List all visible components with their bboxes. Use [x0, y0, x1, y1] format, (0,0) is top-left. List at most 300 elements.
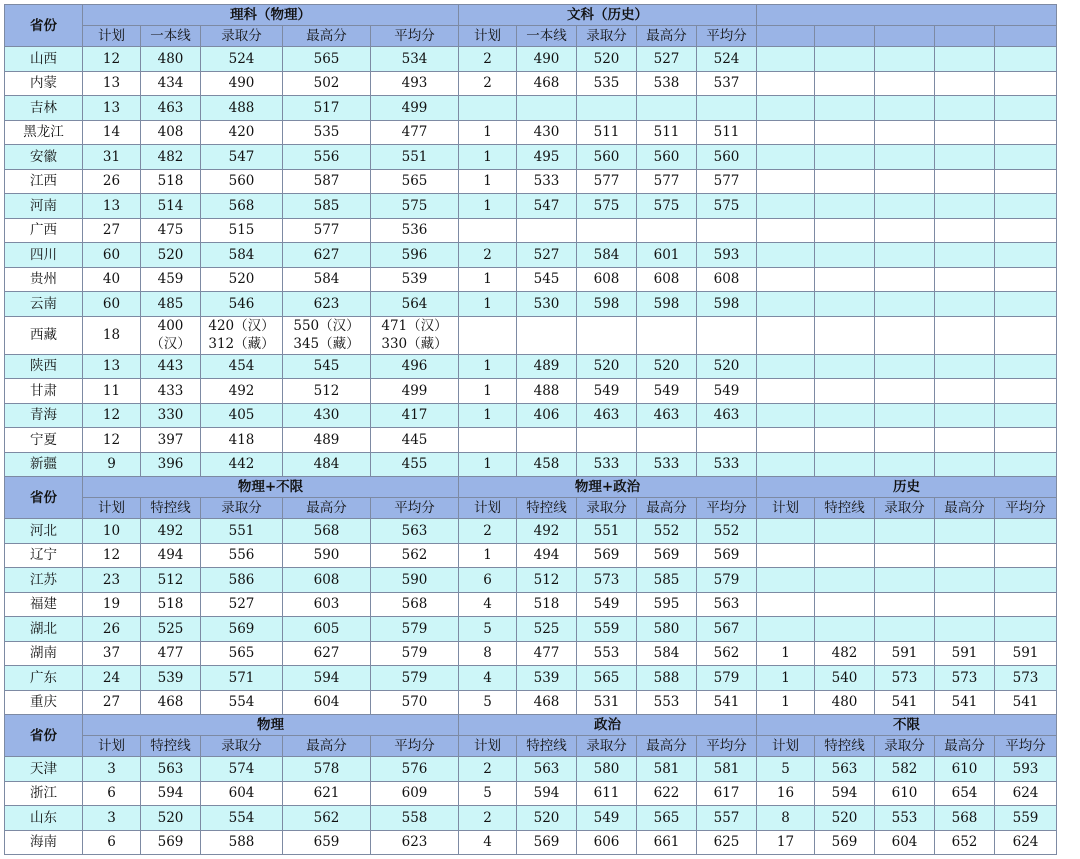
- score-cell: [577, 96, 637, 121]
- score-cell: 2: [459, 71, 517, 96]
- score-cell: 604: [875, 830, 935, 855]
- column-header: [995, 26, 1057, 47]
- province-column-header: 省份: [5, 477, 83, 519]
- score-cell: 573: [577, 568, 637, 593]
- score-cell: [935, 354, 995, 379]
- score-cell: 496: [371, 354, 459, 379]
- province-cell: 陕西: [5, 354, 83, 379]
- table-row: [5, 568, 1057, 593]
- score-cell: 627: [283, 243, 371, 268]
- score-cell: [995, 71, 1057, 96]
- score-cell: 568: [371, 592, 459, 617]
- score-cell: 575: [371, 194, 459, 219]
- score-cell: 605: [283, 617, 371, 642]
- column-header: 特控线: [141, 736, 201, 757]
- column-header: 最高分: [283, 736, 371, 757]
- score-cell: 584: [637, 641, 697, 666]
- column-header: 最高分: [935, 498, 995, 519]
- score-cell: 594: [815, 781, 875, 806]
- score-cell: [875, 592, 935, 617]
- score-cell: 1: [459, 169, 517, 194]
- score-cell: 490: [517, 47, 577, 72]
- score-cell: 560: [637, 145, 697, 170]
- score-cell: 514: [141, 194, 201, 219]
- subject-group-header: 政治: [459, 715, 757, 736]
- score-cell: [995, 403, 1057, 428]
- score-cell: 8: [757, 806, 815, 831]
- table-row: [5, 47, 1057, 72]
- score-cell: [995, 543, 1057, 568]
- section-group-header-row: [5, 715, 1057, 736]
- subject-group-header: 物理: [83, 715, 459, 736]
- score-cell: 492: [517, 519, 577, 544]
- score-cell: 520: [815, 806, 875, 831]
- score-cell: 579: [371, 641, 459, 666]
- province-cell: 江苏: [5, 568, 83, 593]
- column-header: [815, 26, 875, 47]
- column-header: 最高分: [283, 26, 371, 47]
- score-cell: 520: [201, 267, 283, 292]
- score-cell: 1: [459, 379, 517, 404]
- score-cell: 585: [283, 194, 371, 219]
- score-cell: 27: [83, 690, 141, 715]
- score-cell: [577, 218, 637, 243]
- score-cell: 659: [283, 830, 371, 855]
- score-cell: 430: [283, 403, 371, 428]
- score-cell: 458: [517, 452, 577, 477]
- column-header: 平均分: [995, 736, 1057, 757]
- score-cell: 482: [141, 145, 201, 170]
- score-cell: 541: [697, 690, 757, 715]
- score-cell: 524: [201, 47, 283, 72]
- score-cell: [935, 379, 995, 404]
- score-cell: 549: [637, 379, 697, 404]
- score-cell: [815, 592, 875, 617]
- score-cell: [875, 71, 935, 96]
- province-column-header: 省份: [5, 715, 83, 757]
- score-cell: [935, 194, 995, 219]
- score-cell: 27: [83, 218, 141, 243]
- score-cell: [757, 243, 815, 268]
- score-cell: 565: [283, 47, 371, 72]
- score-cell: [637, 218, 697, 243]
- score-cell: 471（汉） 330（藏）: [371, 316, 459, 354]
- column-header: 最高分: [637, 736, 697, 757]
- score-cell: 573: [935, 666, 995, 691]
- column-header: 计划: [83, 736, 141, 757]
- score-cell: 492: [141, 519, 201, 544]
- score-cell: 533: [517, 169, 577, 194]
- column-header: 计划: [757, 736, 815, 757]
- score-cell: 463: [697, 403, 757, 428]
- column-header: 录取分: [201, 498, 283, 519]
- score-cell: 12: [83, 403, 141, 428]
- score-cell: 2: [459, 757, 517, 782]
- score-cell: [815, 519, 875, 544]
- score-cell: [697, 218, 757, 243]
- score-cell: 2: [459, 519, 517, 544]
- score-cell: [875, 218, 935, 243]
- score-cell: 24: [83, 666, 141, 691]
- score-cell: 2: [459, 243, 517, 268]
- score-cell: 482: [815, 641, 875, 666]
- score-cell: 551: [371, 145, 459, 170]
- score-cell: 1: [459, 452, 517, 477]
- score-cell: 551: [577, 519, 637, 544]
- province-cell: 湖南: [5, 641, 83, 666]
- score-cell: 624: [995, 781, 1057, 806]
- score-cell: [459, 428, 517, 453]
- score-cell: 608: [697, 267, 757, 292]
- score-cell: [757, 452, 815, 477]
- score-cell: [757, 403, 815, 428]
- score-cell: [815, 617, 875, 642]
- score-cell: [995, 617, 1057, 642]
- score-cell: 26: [83, 617, 141, 642]
- score-cell: 545: [283, 354, 371, 379]
- score-cell: 552: [637, 519, 697, 544]
- score-cell: 1: [757, 666, 815, 691]
- score-cell: 569: [697, 543, 757, 568]
- score-cell: 4: [459, 830, 517, 855]
- score-cell: 16: [757, 781, 815, 806]
- table-row: [5, 666, 1057, 691]
- column-header: 录取分: [875, 498, 935, 519]
- score-cell: 520: [697, 354, 757, 379]
- table-row: [5, 354, 1057, 379]
- score-cell: 1: [459, 267, 517, 292]
- score-cell: 554: [201, 806, 283, 831]
- province-cell: 河南: [5, 194, 83, 219]
- score-cell: 3: [83, 757, 141, 782]
- score-cell: [875, 120, 935, 145]
- score-cell: 552: [697, 519, 757, 544]
- score-cell: 489: [283, 428, 371, 453]
- province-cell: 安徽: [5, 145, 83, 170]
- column-header: 录取分: [577, 498, 637, 519]
- score-cell: 539: [141, 666, 201, 691]
- score-cell: [815, 316, 875, 354]
- score-cell: 1: [757, 641, 815, 666]
- score-cell: [815, 452, 875, 477]
- score-cell: 37: [83, 641, 141, 666]
- score-cell: 23: [83, 568, 141, 593]
- score-cell: [935, 568, 995, 593]
- score-cell: 608: [283, 568, 371, 593]
- score-cell: 610: [875, 781, 935, 806]
- subject-group-header: 理科（物理）: [83, 5, 459, 26]
- score-cell: 541: [935, 690, 995, 715]
- score-cell: [935, 403, 995, 428]
- score-cell: [757, 267, 815, 292]
- table-row: [5, 830, 1057, 855]
- province-cell: 山西: [5, 47, 83, 72]
- table-row: [5, 71, 1057, 96]
- score-cell: [815, 243, 875, 268]
- score-cell: 13: [83, 71, 141, 96]
- score-cell: 530: [517, 292, 577, 317]
- score-cell: [935, 218, 995, 243]
- column-header: 最高分: [637, 498, 697, 519]
- score-cell: 477: [371, 120, 459, 145]
- score-cell: 1: [757, 690, 815, 715]
- score-cell: [935, 519, 995, 544]
- column-header: 计划: [83, 498, 141, 519]
- column-header: 平均分: [697, 26, 757, 47]
- province-cell: 天津: [5, 757, 83, 782]
- score-cell: [995, 316, 1057, 354]
- score-cell: 595: [637, 592, 697, 617]
- column-header: 计划: [757, 498, 815, 519]
- score-cell: [995, 169, 1057, 194]
- score-cell: 563: [141, 757, 201, 782]
- score-cell: [935, 543, 995, 568]
- score-cell: 2: [459, 806, 517, 831]
- score-cell: 594: [141, 781, 201, 806]
- score-cell: 26: [83, 169, 141, 194]
- score-cell: 485: [141, 292, 201, 317]
- score-cell: 1: [459, 120, 517, 145]
- score-cell: 499: [371, 96, 459, 121]
- score-cell: [935, 96, 995, 121]
- score-cell: [935, 452, 995, 477]
- score-cell: 527: [637, 47, 697, 72]
- table-row: [5, 169, 1057, 194]
- score-cell: 5: [459, 690, 517, 715]
- province-cell: 新疆: [5, 452, 83, 477]
- score-cell: 562: [371, 543, 459, 568]
- score-cell: 3: [83, 806, 141, 831]
- score-cell: [875, 379, 935, 404]
- score-cell: 569: [141, 830, 201, 855]
- score-cell: [757, 379, 815, 404]
- score-cell: [637, 428, 697, 453]
- table-row: [5, 292, 1057, 317]
- score-cell: 551: [201, 519, 283, 544]
- score-cell: 2: [459, 47, 517, 72]
- score-cell: 512: [283, 379, 371, 404]
- score-cell: 553: [875, 806, 935, 831]
- score-cell: 499: [371, 379, 459, 404]
- score-cell: 587: [283, 169, 371, 194]
- province-cell: 河北: [5, 519, 83, 544]
- score-cell: 420（汉） 312（藏）: [201, 316, 283, 354]
- province-cell: 江西: [5, 169, 83, 194]
- score-cell: 579: [697, 666, 757, 691]
- province-cell: 福建: [5, 592, 83, 617]
- score-cell: [459, 96, 517, 121]
- score-cell: 10: [83, 519, 141, 544]
- score-cell: 417: [371, 403, 459, 428]
- score-cell: [757, 568, 815, 593]
- score-cell: [875, 145, 935, 170]
- table-row: [5, 519, 1057, 544]
- score-cell: 477: [141, 641, 201, 666]
- score-cell: 538: [637, 71, 697, 96]
- score-cell: [697, 316, 757, 354]
- score-cell: 574: [201, 757, 283, 782]
- province-cell: 吉林: [5, 96, 83, 121]
- score-cell: 520: [141, 806, 201, 831]
- score-cell: 564: [371, 292, 459, 317]
- score-cell: 569: [201, 617, 283, 642]
- score-cell: 575: [697, 194, 757, 219]
- score-cell: 598: [637, 292, 697, 317]
- score-cell: 1: [459, 145, 517, 170]
- score-cell: 511: [577, 120, 637, 145]
- column-header: 平均分: [697, 498, 757, 519]
- score-cell: 563: [697, 592, 757, 617]
- subject-group-header: 不限: [757, 715, 1057, 736]
- province-cell: 湖北: [5, 617, 83, 642]
- score-cell: 609: [371, 781, 459, 806]
- score-cell: 559: [577, 617, 637, 642]
- score-cell: [995, 519, 1057, 544]
- score-cell: [757, 617, 815, 642]
- score-cell: 488: [517, 379, 577, 404]
- score-cell: 593: [995, 757, 1057, 782]
- score-cell: 579: [697, 568, 757, 593]
- score-cell: 579: [371, 617, 459, 642]
- column-header: 计划: [83, 26, 141, 47]
- score-cell: [935, 267, 995, 292]
- column-header: 一本线: [141, 26, 201, 47]
- score-cell: 547: [517, 194, 577, 219]
- score-cell: [757, 292, 815, 317]
- score-cell: 396: [141, 452, 201, 477]
- column-header: 特控线: [141, 498, 201, 519]
- score-cell: 584: [201, 243, 283, 268]
- score-cell: 492: [201, 379, 283, 404]
- table-row: [5, 267, 1057, 292]
- table-row: [5, 96, 1057, 121]
- score-cell: 480: [141, 47, 201, 72]
- table-row: [5, 543, 1057, 568]
- score-cell: [815, 218, 875, 243]
- score-cell: [757, 428, 815, 453]
- score-cell: 495: [517, 145, 577, 170]
- score-cell: 12: [83, 428, 141, 453]
- score-cell: [637, 316, 697, 354]
- score-cell: 18: [83, 316, 141, 354]
- score-cell: 611: [577, 781, 637, 806]
- score-cell: 442: [201, 452, 283, 477]
- score-cell: 586: [201, 568, 283, 593]
- province-cell: 山东: [5, 806, 83, 831]
- score-cell: 652: [935, 830, 995, 855]
- score-cell: [875, 568, 935, 593]
- table-row: [5, 316, 1057, 354]
- score-cell: 585: [637, 568, 697, 593]
- score-cell: 468: [517, 71, 577, 96]
- column-header: 特控线: [815, 498, 875, 519]
- admission-score-table: [4, 4, 1057, 855]
- score-cell: 573: [995, 666, 1057, 691]
- score-cell: 511: [697, 120, 757, 145]
- score-cell: 591: [875, 641, 935, 666]
- score-cell: 330: [141, 403, 201, 428]
- score-cell: 480: [815, 690, 875, 715]
- score-cell: 608: [637, 267, 697, 292]
- score-cell: 511: [637, 120, 697, 145]
- table-row: [5, 194, 1057, 219]
- column-header: 一本线: [517, 26, 577, 47]
- score-cell: 604: [283, 690, 371, 715]
- score-cell: 579: [371, 666, 459, 691]
- score-cell: [995, 218, 1057, 243]
- score-cell: [875, 96, 935, 121]
- table-row: [5, 218, 1057, 243]
- score-cell: 568: [283, 519, 371, 544]
- score-cell: 622: [637, 781, 697, 806]
- score-cell: 12: [83, 543, 141, 568]
- section-group-header-row: [5, 477, 1057, 498]
- score-cell: [875, 452, 935, 477]
- score-cell: [815, 292, 875, 317]
- score-cell: 563: [371, 519, 459, 544]
- score-cell: 463: [141, 96, 201, 121]
- score-cell: 546: [201, 292, 283, 317]
- score-cell: 582: [875, 757, 935, 782]
- score-cell: 549: [697, 379, 757, 404]
- score-cell: 568: [935, 806, 995, 831]
- score-cell: [637, 96, 697, 121]
- score-cell: [875, 428, 935, 453]
- score-cell: 565: [201, 641, 283, 666]
- score-cell: [815, 194, 875, 219]
- score-cell: 536: [371, 218, 459, 243]
- column-header: [875, 26, 935, 47]
- province-cell: 内蒙: [5, 71, 83, 96]
- score-cell: 603: [283, 592, 371, 617]
- score-cell: 569: [517, 830, 577, 855]
- score-cell: [935, 617, 995, 642]
- score-cell: 520: [637, 354, 697, 379]
- score-cell: 31: [83, 145, 141, 170]
- score-cell: [935, 292, 995, 317]
- score-cell: 598: [697, 292, 757, 317]
- score-cell: [815, 403, 875, 428]
- score-cell: 493: [371, 71, 459, 96]
- score-cell: [875, 543, 935, 568]
- score-cell: 571: [201, 666, 283, 691]
- score-cell: 488: [201, 96, 283, 121]
- score-cell: 565: [577, 666, 637, 691]
- score-cell: 559: [995, 806, 1057, 831]
- table-row: [5, 641, 1057, 666]
- score-cell: 477: [517, 641, 577, 666]
- score-cell: 17: [757, 830, 815, 855]
- score-cell: 445: [371, 428, 459, 453]
- score-cell: 580: [577, 757, 637, 782]
- score-cell: [815, 267, 875, 292]
- score-cell: [875, 292, 935, 317]
- table-row: [5, 120, 1057, 145]
- score-cell: [815, 169, 875, 194]
- score-cell: 601: [637, 243, 697, 268]
- score-cell: 596: [371, 243, 459, 268]
- column-header: [757, 26, 815, 47]
- score-cell: [995, 452, 1057, 477]
- score-cell: 569: [815, 830, 875, 855]
- score-cell: [815, 96, 875, 121]
- score-cell: 570: [371, 690, 459, 715]
- score-cell: 468: [517, 690, 577, 715]
- score-cell: [815, 543, 875, 568]
- score-cell: 531: [577, 690, 637, 715]
- score-cell: [875, 267, 935, 292]
- score-cell: [815, 428, 875, 453]
